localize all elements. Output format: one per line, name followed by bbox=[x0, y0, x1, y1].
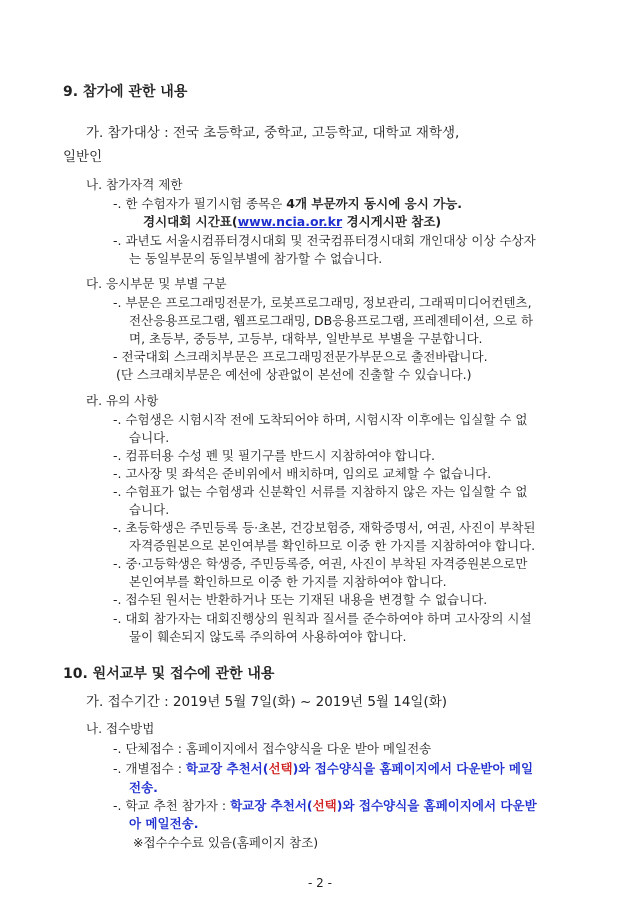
division-item-2: - 전국대회 스크래치부문은 프로그래밍전문가부문으로 출전바랍니다. bbox=[113, 349, 488, 364]
section-10-heading: 10. 원서교부 및 접수에 관한 내용 bbox=[63, 666, 275, 682]
notes-item-6b: 본인여부를 확인하므로 이중 한 가지를 지참하여야 합니다. bbox=[129, 574, 447, 589]
method-item-2-label: -. 개별접수 : bbox=[113, 761, 186, 776]
restriction-title: 나. 참가자격 제한 bbox=[86, 177, 183, 192]
eligibility-line-2: 일반인 bbox=[63, 149, 103, 165]
method-title: 나. 접수방법 bbox=[86, 721, 155, 736]
method-item-3b: 아 메일전송. bbox=[129, 816, 199, 831]
method-item-2a bbox=[113, 760, 533, 778]
notes-item-5a: -. 초등학생은 주민등록 등·초본, 건강보험증, 재학증명서, 여권, 사진이 부착된 bbox=[113, 520, 536, 535]
website-link[interactable]: www.ncia.or.kr bbox=[237, 214, 343, 229]
division-title: 다. 응시부문 및 부별 구분 bbox=[86, 276, 227, 291]
notes-item-1a: -. 수험생은 시험시작 전에 도착되어야 하며, 시험시작 이후에는 입실할 수 없 bbox=[113, 412, 528, 427]
division-item-1a: -. 부문은 프로그래밍전문가, 로봇프로그래밍, 정보관리, 그래픽미디어컨텐츠, bbox=[113, 295, 532, 310]
restriction-item-2b: 는 동일부문의 동일부별에 참가할 수 없습니다. bbox=[129, 251, 383, 266]
notes-item-4b: 습니다. bbox=[129, 502, 170, 517]
restriction-item-1a bbox=[113, 195, 462, 213]
schedule-text: 경시대회 시간표( bbox=[143, 214, 238, 229]
section-9-heading: 9. 참가에 관한 내용 bbox=[63, 84, 188, 100]
fee-note: ※접수수수료 있음(홈페이지 참조) bbox=[133, 835, 319, 850]
schedule-text-end: 경시게시판 참조) bbox=[342, 214, 442, 229]
notes-item-5b: 자격증원본으로 본인여부를 확인하므로 이중 한 가지를 지참하여야 합니다. bbox=[129, 538, 536, 553]
notes-item-4a: -. 수험표가 없는 수험생과 신분확인 서류를 지참하지 않은 자는 입실할 수 없 bbox=[113, 484, 528, 499]
method-item-3-blue-2: )와 접수양식을 홈페이지에서 다운받 bbox=[336, 798, 537, 813]
notes-title: 라. 유의 사항 bbox=[86, 393, 159, 408]
notes-item-8b: 물이 훼손되지 않도록 주의하여 사용하여야 합니다. bbox=[129, 629, 407, 644]
method-item-2-blue-2: )와 접수양식을 홈페이지에서 다운받아 메일 bbox=[292, 761, 534, 776]
notes-item-8a: -. 대회 참가자는 대회진행상의 원칙과 질서를 준수하여야 하며 고사장의 시설 bbox=[113, 611, 532, 626]
method-item-1: -. 단체접수 : 홈페이지에서 접수양식을 다운 받아 메일전송 bbox=[113, 741, 432, 756]
method-item-2-red: 선택 bbox=[268, 761, 293, 776]
notes-item-2: -. 컴퓨터용 수성 펜 및 필기구를 반드시 지참하여야 합니다. bbox=[113, 448, 435, 463]
method-item-2b: 전송. bbox=[129, 780, 158, 795]
restriction-item-2a: -. 과년도 서울시컴퓨터경시대회 및 전국컴퓨터경시대회 개인대상 이상 수상자 bbox=[113, 233, 536, 248]
restriction-item-1b bbox=[143, 213, 441, 231]
method-item-3-red: 선택 bbox=[312, 798, 337, 813]
notes-item-1b: 습니다. bbox=[129, 430, 170, 445]
division-item-1b: 전산응용프로그램, 웹프로그래밍, DB응용프로그램, 프레젠테이션, 으로 하 bbox=[129, 313, 534, 328]
method-item-2-blue-1: 학교장 추천서( bbox=[185, 761, 269, 776]
restriction-item-1a-text: -. 한 수험자가 필기시험 종목은 bbox=[113, 196, 287, 211]
page-number: - 2 - bbox=[308, 876, 332, 890]
method-item-3-blue-1: 학교장 추천서( bbox=[230, 798, 313, 813]
period-line: 가. 접수기간 : 2019년 5월 7일(화) ~ 2019년 5월 14일(화) bbox=[86, 694, 448, 710]
method-item-3-label: -. 학교 추천 참가자 : bbox=[113, 798, 231, 813]
division-item-3: (단 스크래치부문은 예선에 상관없이 본선에 진출할 수 있습니다.) bbox=[116, 367, 472, 382]
restriction-item-1a-bold: 4개 부문까지 동시에 응시 가능. bbox=[286, 196, 463, 211]
notes-item-7: -. 접수된 원서는 반환하거나 또는 기재된 내용을 변경할 수 없습니다. bbox=[113, 592, 488, 607]
notes-item-3: -. 고사장 및 좌석은 준비위에서 배치하며, 임의로 교체할 수 없습니다. bbox=[113, 466, 492, 481]
method-item-3a bbox=[113, 797, 537, 815]
division-item-1c: 며, 초등부, 중등부, 고등부, 대학부, 일반부로 부별을 구분합니다. bbox=[129, 331, 483, 346]
eligibility-line-1: 가. 참가대상 : 전국 초등학교, 중학교, 고등학교, 대학교 재학생, bbox=[86, 125, 460, 141]
notes-item-6a: -. 중·고등학생은 학생증, 주민등록증, 여권, 사진이 부착된 자격증원본으로만 bbox=[113, 556, 528, 571]
